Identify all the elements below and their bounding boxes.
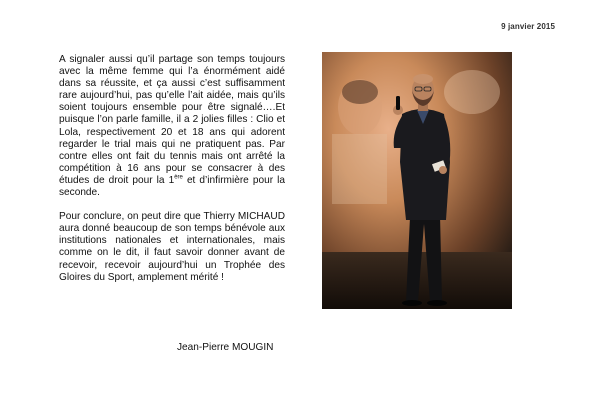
article-body [59,54,285,284]
article-paragraph [59,54,285,199]
author-signature: Jean-Pierre MOUGIN [177,342,274,353]
article-paragraph: Pour conclure, on peut dire que Thierry MICHAUD aura donné beaucoup de son temps bénévole aux institutions nationales et internationales, mais comme on le dit, il faut savoir donner avant de recevoir, recevoir aujourd’hui un Trophée des Gloires du Sport, amplement mérité ! [59,211,285,283]
page-date: 9 janvier 2015 [501,22,555,31]
paragraph-text: et d’infirmière pour la seconde. [59,174,285,199]
speaker-photo-image [322,52,512,309]
paragraph-text: A signaler aussi qu’il partage son temps toujours avec la même femme qui l’a énormément aidé dans sa réussite, et ça aussi c’est suffisamment rare aujourd’hui, pas qu’elle l’ait aidée, mais qu’ils soient toujours ensemble pour être signalé….Et puisque l’on parle famille, il a 2 jolies filles : Clio et Lola, respectivement 20 et 18 ans qui adorent regarder le trial mais qui ne pratiquent pas. Par contre elles ont fait du tennis mais ont arrêté la compétition à 16 ans pour se consacrer à des études de droit pour la 1 [59,54,285,186]
ordinal-superscript: ère [174,174,183,181]
speaker-photo [322,52,512,309]
